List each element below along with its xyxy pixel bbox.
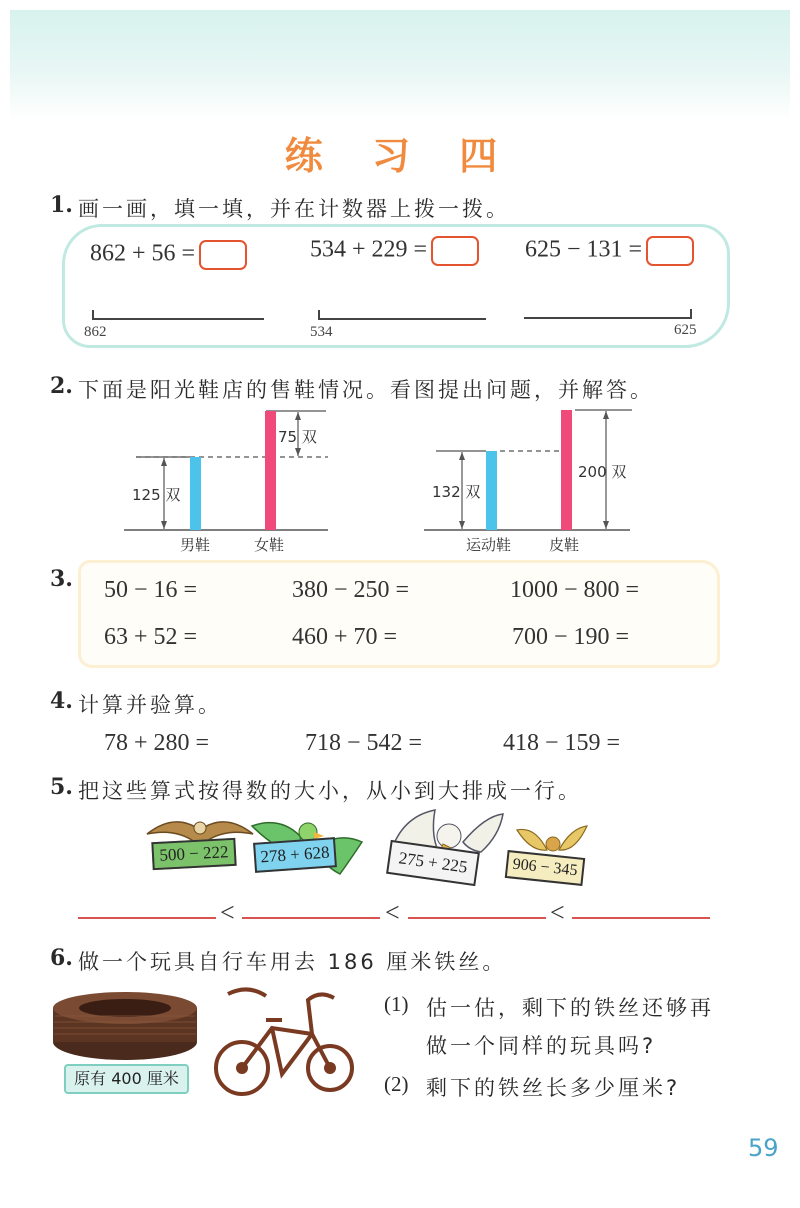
q2-right-cat-2: 皮鞋 xyxy=(549,536,580,554)
q2-left-bar-women xyxy=(265,411,276,530)
q3-r2-c2: 460 + 70 = xyxy=(292,624,398,650)
header-banner xyxy=(10,10,790,120)
q2-left-diff-label: 75 双 xyxy=(278,428,317,446)
q2-left-bar-men xyxy=(190,457,201,530)
q1-number: 1. xyxy=(50,192,73,218)
q1-start-label-1: 862 xyxy=(84,324,107,340)
q1-expr-3: 625 − 131 = xyxy=(525,236,643,263)
q6-sub1-number: (1) xyxy=(384,992,409,1016)
q2-number: 2. xyxy=(50,373,73,399)
q2-left-base-label: 125 双 xyxy=(132,486,181,504)
q2-right-bar-sports xyxy=(486,451,497,530)
q1-number-line-2 xyxy=(318,318,486,320)
wire-bicycle-icon xyxy=(208,982,360,1106)
q1-expr-2: 534 + 229 = xyxy=(310,236,428,263)
q5-lt-3: < xyxy=(550,898,565,927)
q1-number-line-3 xyxy=(524,317,692,319)
q3-r1-c3: 1000 − 800 = xyxy=(510,577,640,603)
q3-number: 3. xyxy=(50,566,73,592)
q1-end-label-3: 625 xyxy=(674,322,697,338)
q5-lt-1: < xyxy=(220,898,235,927)
q1-answer-box-3[interactable] xyxy=(646,236,694,266)
q1-item-3 xyxy=(525,236,694,266)
page-number: 59 xyxy=(748,1134,779,1162)
q2-left-cat-2: 女鞋 xyxy=(254,536,285,554)
q5-card-2: 278 + 628 xyxy=(253,837,337,873)
q5-blank-4[interactable] xyxy=(572,917,710,919)
q4-text: 计算并验算。 xyxy=(78,693,222,717)
q2-left-diagram xyxy=(120,400,340,555)
wire-coil-icon xyxy=(50,990,200,1062)
q6-text: 做一个玩具自行车用去 186 厘米铁丝。 xyxy=(78,950,507,974)
q5-card-3: 275 + 225 xyxy=(386,840,480,886)
q1-tick-1 xyxy=(92,310,94,320)
q2-right-bar-leather xyxy=(561,410,572,530)
q2-right-base-label: 132 双 xyxy=(432,483,481,501)
q1-answer-box-2[interactable] xyxy=(431,236,479,266)
q5-card-4: 906 − 345 xyxy=(505,850,585,886)
q3-r2-c1: 63 + 52 = xyxy=(104,624,198,650)
q4-item-2: 718 − 542 = xyxy=(305,730,423,756)
q5-blank-1[interactable] xyxy=(78,917,216,919)
q5-card-1: 500 − 222 xyxy=(151,838,236,870)
q3-r1-c1: 50 − 16 = xyxy=(104,577,198,603)
q2-text: 下面是阳光鞋店的售鞋情况。看图提出问题，并解答。 xyxy=(78,378,654,402)
q4-number: 4. xyxy=(50,688,73,714)
q2-right-total-label: 200 双 xyxy=(578,463,627,481)
q1-item-1 xyxy=(90,240,247,270)
q5-blank-3[interactable] xyxy=(408,917,546,919)
q6-sub2-number: (2) xyxy=(384,1072,409,1096)
q5-blank-2[interactable] xyxy=(242,917,380,919)
q3-r2-c3: 700 − 190 = xyxy=(512,624,630,650)
q6-sub1-line1: 估一估，剩下的铁丝还够再 xyxy=(426,996,714,1020)
q1-text: 画一画，填一填，并在计数器上拨一拨。 xyxy=(78,197,510,221)
q1-start-label-2: 534 xyxy=(310,324,333,340)
q4-item-3: 418 − 159 = xyxy=(503,730,621,756)
q6-sub1-line2: 做一个同样的玩具吗? xyxy=(426,1034,657,1058)
q5-number: 5. xyxy=(50,774,73,800)
q1-tick-2 xyxy=(318,310,320,320)
q1-answer-box-1[interactable] xyxy=(199,240,247,270)
page-title: 练 习 四 xyxy=(284,134,516,178)
q2-right-cat-1: 运动鞋 xyxy=(466,536,512,554)
q1-tick-3 xyxy=(690,309,692,319)
q6-number: 6. xyxy=(50,945,73,971)
wire-label: 原有 400 厘米 xyxy=(64,1064,189,1094)
q3-r1-c2: 380 − 250 = xyxy=(292,577,410,603)
q6-sub2-text: 剩下的铁丝长多少厘米? xyxy=(426,1076,681,1100)
q1-expr-1: 862 + 56 = xyxy=(90,240,196,267)
q5-text: 把这些算式按得数的大小，从小到大排成一行。 xyxy=(78,779,582,803)
q4-item-1: 78 + 280 = xyxy=(104,730,210,756)
q1-number-line-1 xyxy=(92,318,264,320)
q1-item-2 xyxy=(310,236,479,266)
q5-lt-2: < xyxy=(385,898,400,927)
q2-left-cat-1: 男鞋 xyxy=(180,536,211,554)
